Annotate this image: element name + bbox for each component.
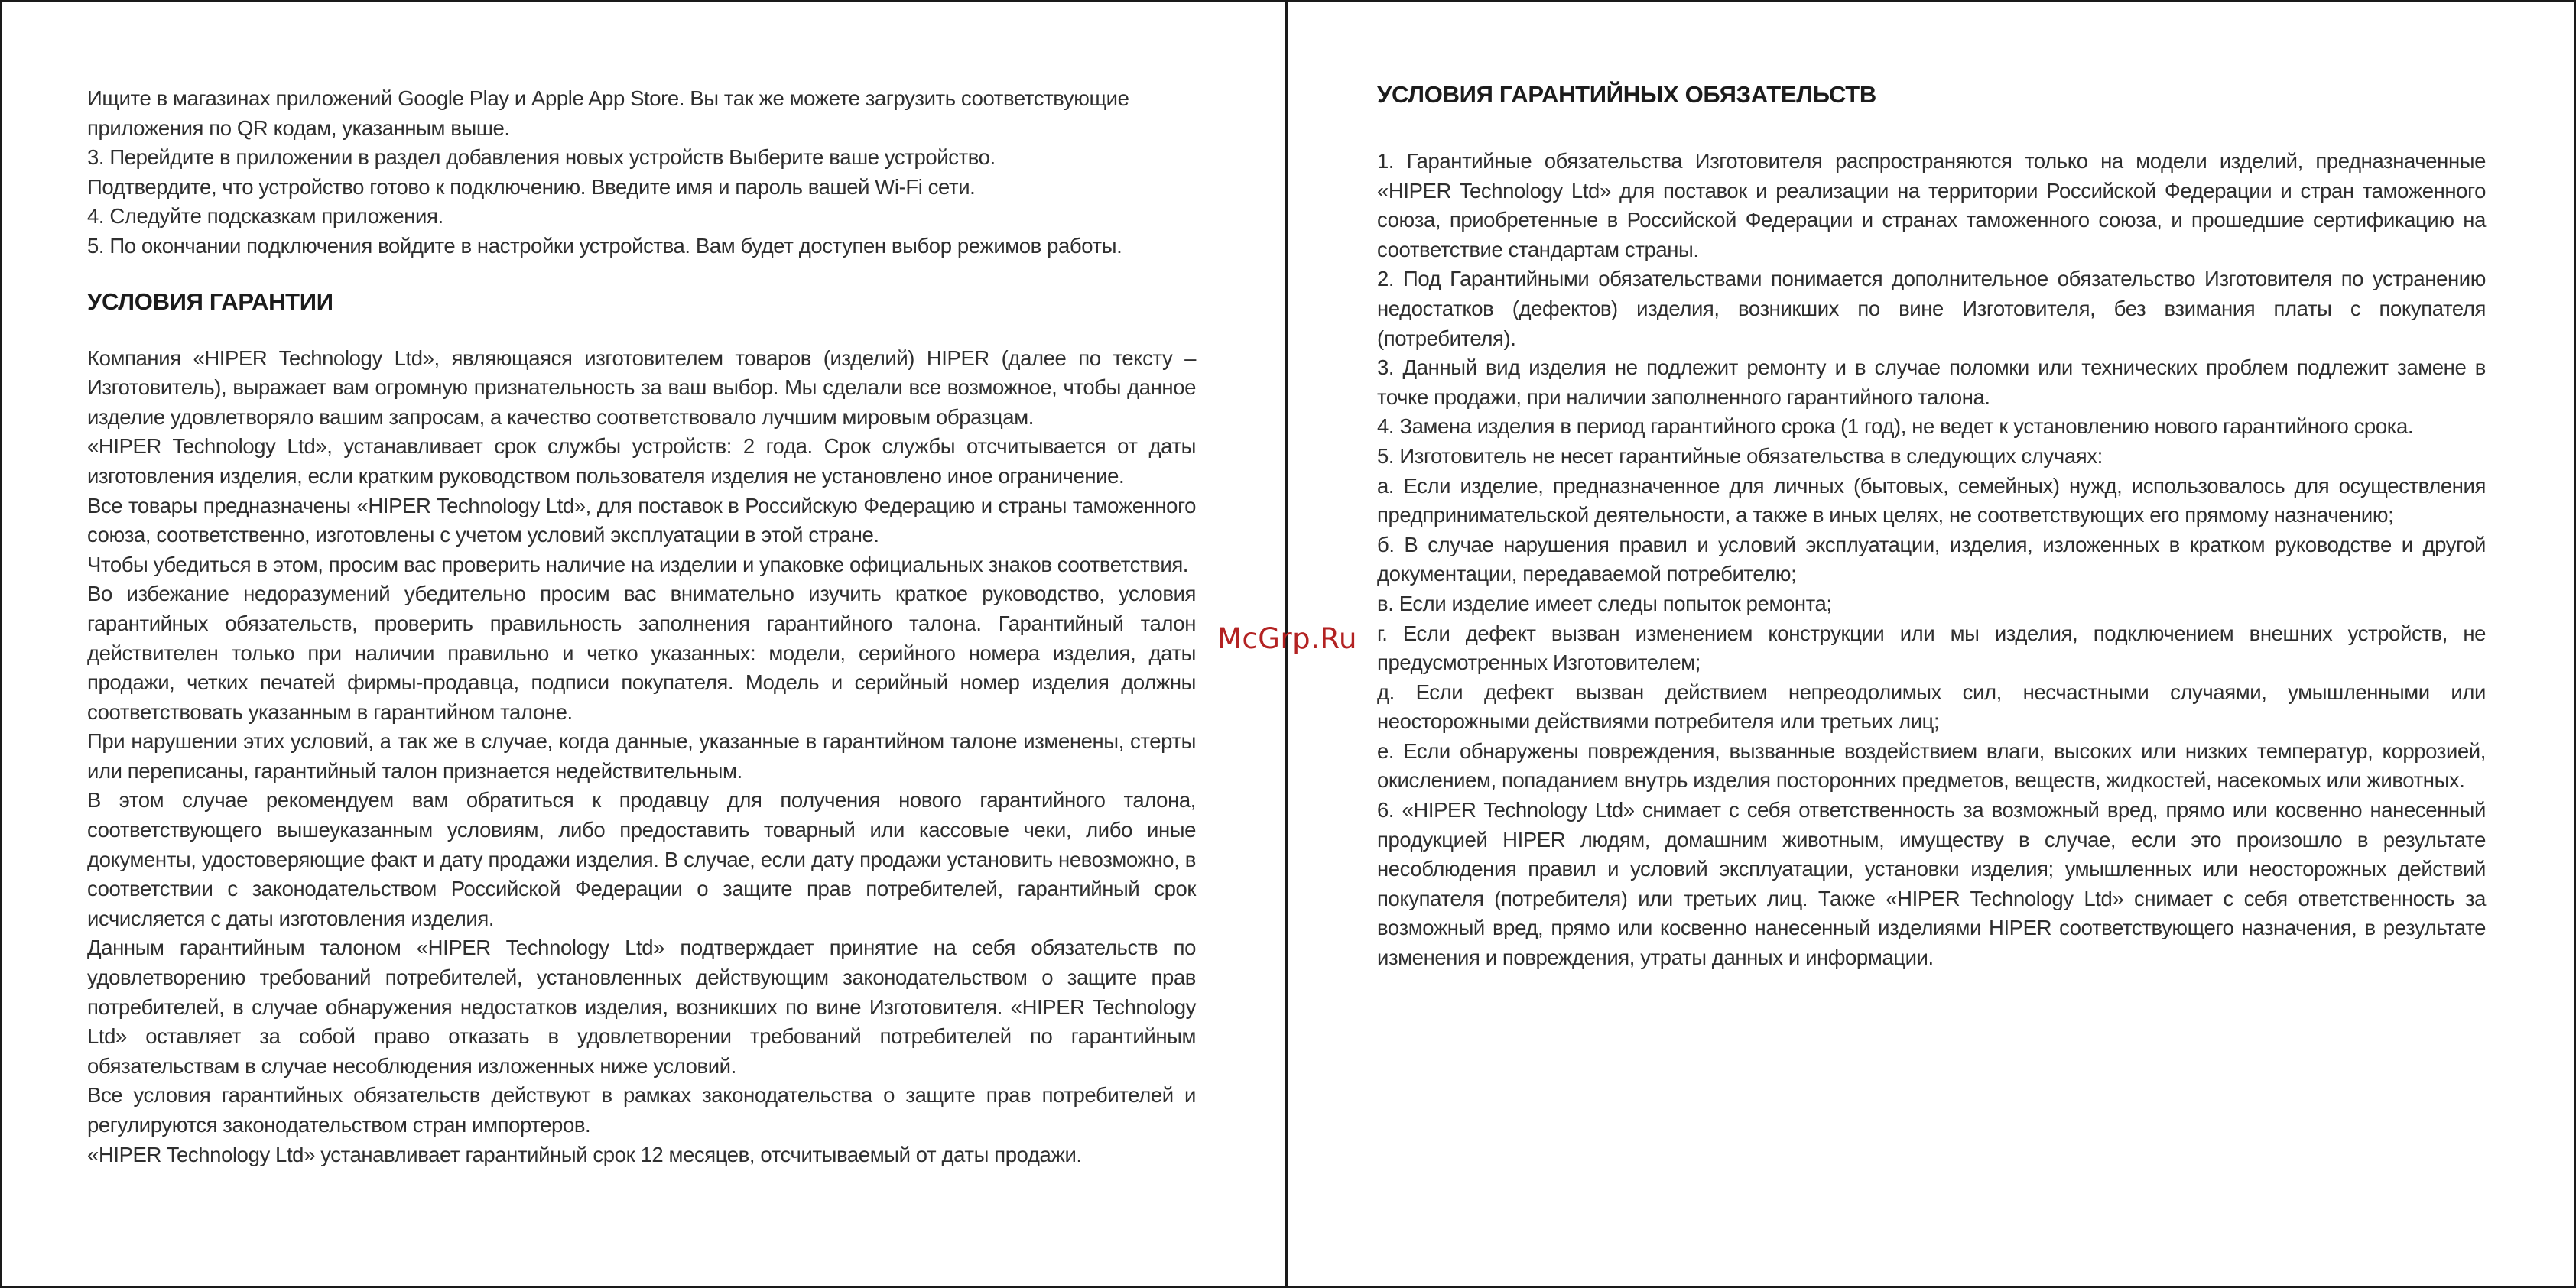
obligation-item: 5. Изготовитель не несет гарантийные обязательства в следующих случаях: [1377, 443, 2103, 468]
warranty-paragraph: При нарушении этих условий, а так же в случае, когда данные, указанные в гарантийном талоне изменены, стерты или переписаны, гарантийный талон признается недействительным. [87, 729, 1196, 783]
warranty-paragraph: В этом случае рекомендуем вам обратиться к продавцу для получения нового гарантийного талона, соответствующего вышеуказанным условиям, либо предоставить товарный или кассовые чеки, либо иные документы, удостоверяющие факт и дату продажи изделия. В случае, если дату продажи установить невозможно, в соответствии с законодательством Российской Федерации о защите прав потребителей, гарантийный срок исчисляется с даты изготовления изделия. [87, 788, 1196, 930]
warranty-terms-heading: УСЛОВИЯ ГАРАНТИИ [87, 287, 333, 315]
obligation-item: г. Если дефект вызван изменением конструкции или мы изделия, подключением внешних устройств, не предусмотренных Изготовителем; [1377, 621, 2486, 675]
obligation-item: 3. Данный вид изделия не подлежит ремонту и в случае поломки или технических проблем подлежит замене в точке продажи, при наличии заполненного гарантийного талона. [1377, 355, 2486, 409]
warranty-paragraph: Компания «HIPER Technology Ltd», являющаяся изготовителем товаров (изделий) HIPER (далее по тексту – Изготовитель), выражает вам огромную признательность за ваш выбор. Мы сделали все возможное, чтобы данное изделие удовлетворяло вашим запросам, а качество соответствовало лучшим мировым образцам. [87, 346, 1196, 429]
warranty-paragraph: Все товары предназначены «HIPER Technology Ltd», для поставок в Российскую Федерацию и страны таможенного союза, соответственно, изготовлены с учетом условий эксплуатации в этой стране. [87, 493, 1196, 547]
obligation-item: 6. «HIPER Technology Ltd» снимает с себя ответственность за возможный вред, прямо или косвенно нанесенный продукцией HIPER людям, домашним животным, имуществу в случае, если это произошло в результате несоблюдения правил и условий эксплуатации, установки изделия; умышленных или неосторожных действий покупателя (потребителя) или третьих лиц. Также «HIPER Technology Ltd» снимает с себя ответственность за возможный вред, прямо или косвенно нанесенный изделиями HIPER соответствующего назначения, в результате изменения и повреждения, утраты данных и информации. [1377, 798, 2486, 970]
warranty-paragraph: Во избежание недоразумений убедительно просим вас внимательно изучить краткое руководство, условия гарантийных обязательств, проверить правильность заполнения гарантийного талона. Гарантийный талон действителен только при наличии правильно и четко указанных: модели, серийного номера изделия, даты продажи, четких печатей фирмы-продавца, подписи покупателя. Модель и серийный номер изделия должны соответствовать указанным в гарантийном талоне. [87, 582, 1196, 724]
obligation-item: е. Если обнаружены повреждения, вызванные воздействием влаги, высоких или низких температур, коррозией, окислением, попаданием внутрь изделия посторонних предметов, веществ, жидкостей, насекомых или животных. [1377, 738, 2486, 793]
left-page-column [87, 84, 1196, 1170]
intro-line: Подтвердите, что устройство готово к подключению. Введите имя и пароль вашей Wi-Fi сети. [87, 174, 976, 199]
intro-line: 5. По окончании подключения войдите в настройки устройства. Вам будет доступен выбор режимов работы. [87, 233, 1122, 258]
obligation-item: б. В случае нарушения правил и условий эксплуатации, изделия, изложенных в кратком руководстве и другой документации, передаваемой потребителю; [1377, 532, 2486, 586]
warranty-paragraph: Чтобы убедиться в этом, просим вас проверить наличие на изделии и упаковке официальных знаков соответствия. [87, 552, 1189, 576]
warranty-paragraph: «HIPER Technology Ltd» устанавливает гарантийный срок 12 месяцев, отсчитываемый от даты продажи. [87, 1142, 1082, 1166]
intro-line: Ищите в магазинах приложений Google Play и Apple App Store. Вы так же можете загрузить соответствующие приложения по QR кодам, указанным выше. [87, 86, 1129, 140]
obligation-item: в. Если изделие имеет следы попыток ремонта; [1377, 591, 1832, 615]
warranty-paragraph: «HIPER Technology Ltd», устанавливает срок службы устройств: 2 года. Срок службы отсчитывается от даты изготовления изделия, если кратким руководством пользователя изделия не установлено иное ограничение. [87, 434, 1196, 488]
obligation-item: 1. Гарантийные обязательства Изготовителя распространяются только на модели изделий, предназначенные «HIPER Technology Ltd» для поставок и реализации на территории Российской Федерации и стран таможенного союза, приобретенные в Российской Федерации и странах таможенного союза, и прошедшие сертификацию на соответствие стандартам страны. [1377, 149, 2486, 261]
intro-line: 4. Следуйте подсказкам приложения. [87, 204, 443, 229]
watermark-text: McGrp.Ru [1217, 622, 1357, 655]
intro-line: 3. Перейдите в приложении в раздел добавления новых устройств Выберите ваше устройство. [87, 145, 996, 170]
warranty-paragraph: Все условия гарантийных обязательств действуют в рамках законодательства о защите прав потребителей и регулируются законодательством стран импортеров. [87, 1083, 1196, 1137]
warranty-obligations-heading: УСЛОВИЯ ГАРАНТИЙНЫХ ОБЯЗАТЕЛЬСТВ [1377, 81, 1876, 108]
obligation-item: 2. Под Гарантийными обязательствами понимается дополнительное обязательство Изготовителя по устранению недостатков (дефектов) изделия, возникших по вине Изготовителя, без взимания платы с покупателя (потребителя). [1377, 267, 2486, 350]
warranty-paragraph: Данным гарантийным талоном «HIPER Technology Ltd» подтверждает принятие на себя обязательств по удовлетворению требований потребителей, установленных действующим законодательством о защите прав потребителей, в случае обнаружения недостатков изделия, возникших по вине Изготовителя. «HIPER Technology Ltd» оставляет за собой право отказать в удовлетворении требований потребителей по гарантийным обязательствам в случае несоблюдения изложенных ниже условий. [87, 936, 1196, 1078]
obligation-item: а. Если изделие, предназначенное для личных (бытовых, семейных) нужд, использовалось для осуществления предпринимательской деятельности, а также в иных целях, не соответствующих его прямому назначению; [1377, 473, 2486, 527]
obligation-item: 4. Замена изделия в период гарантийного срока (1 год), не ведет к установлению нового гарантийного срока. [1377, 414, 2414, 439]
right-page-column [1377, 79, 2486, 973]
obligation-item: д. Если дефект вызван действием непреодолимых сил, несчастными случаями, умышленными или неосторожными действиями потребителя или третьих лиц; [1377, 680, 2486, 734]
